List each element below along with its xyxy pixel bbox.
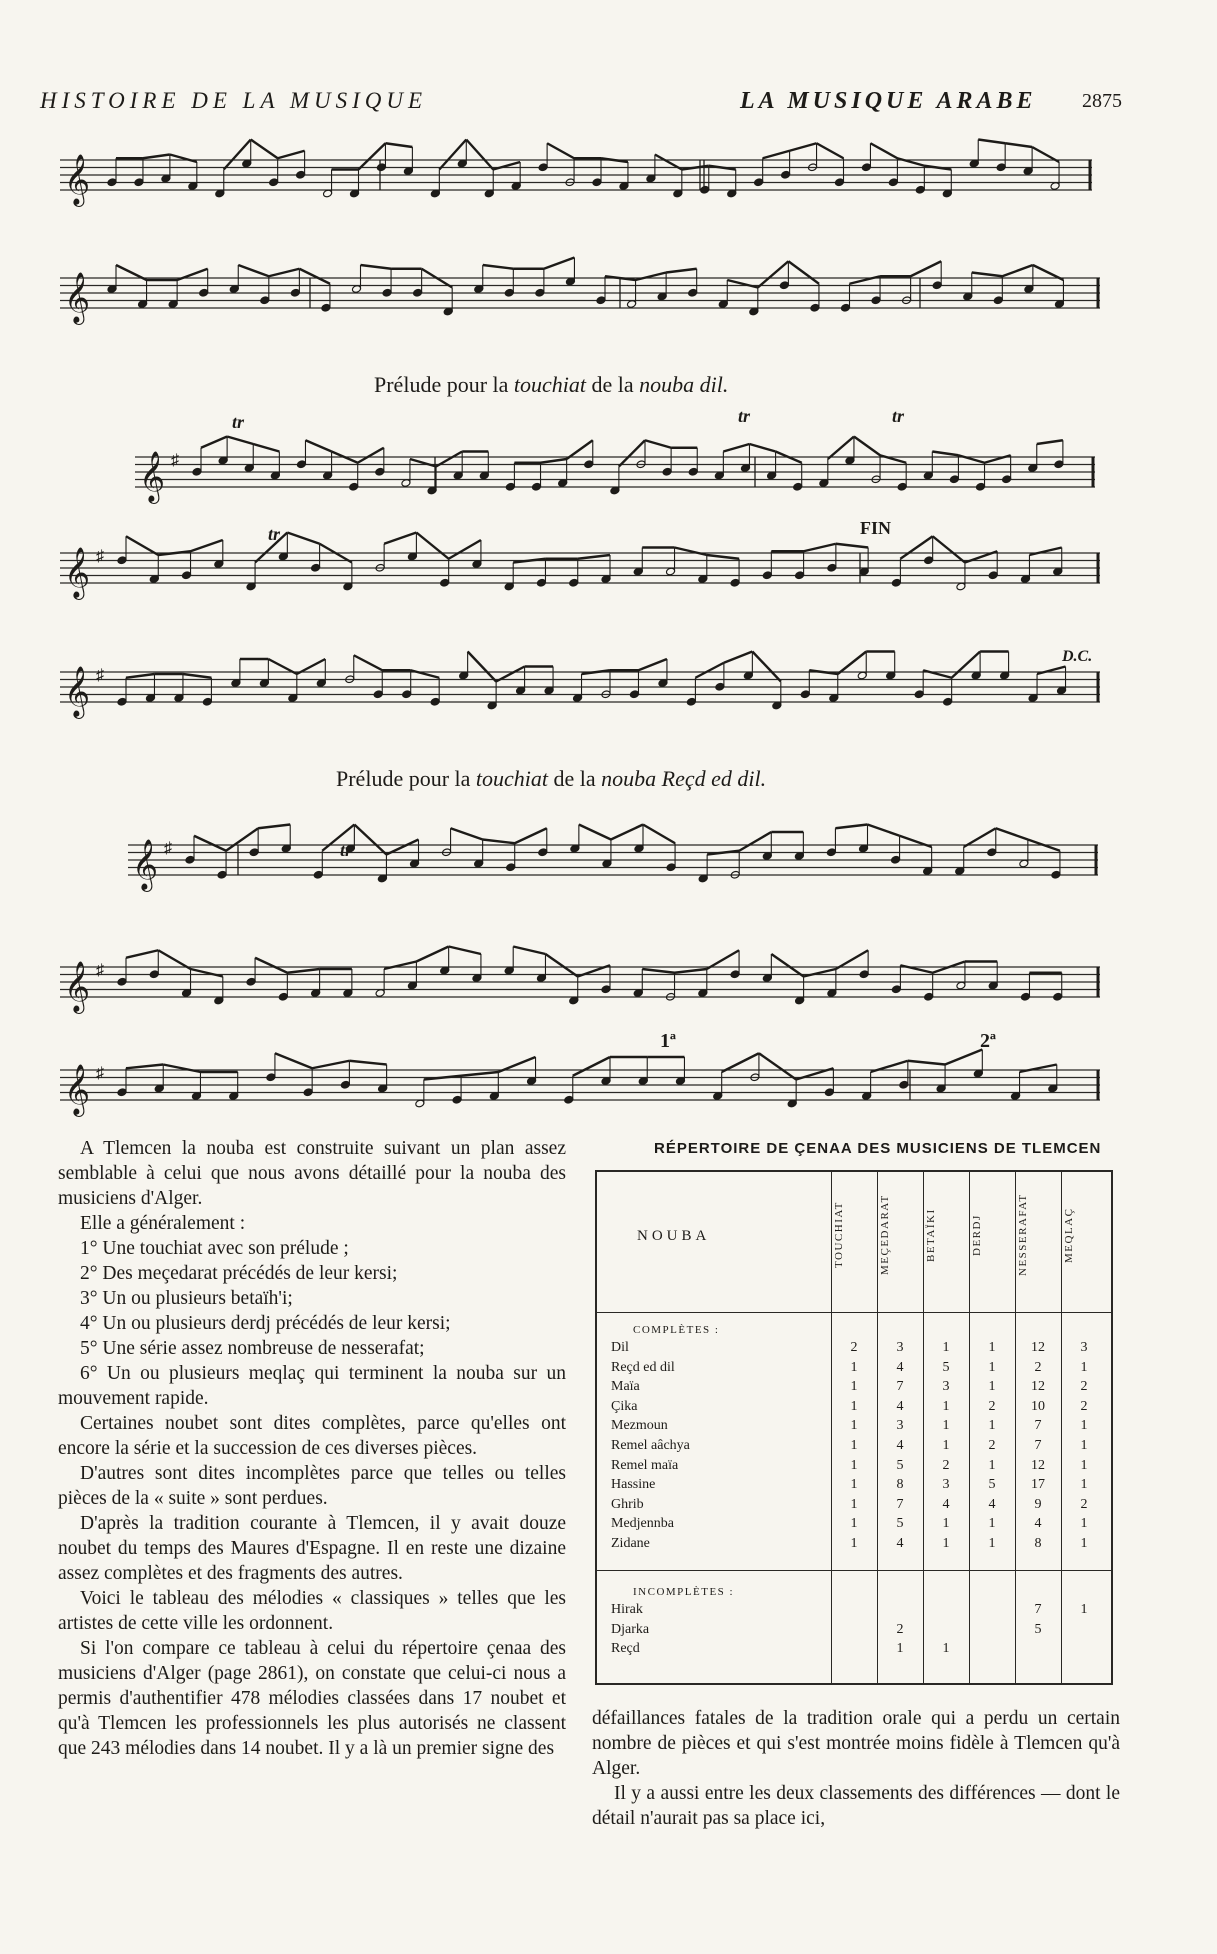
note-beam [964,828,996,847]
note-beam [675,548,707,556]
music-staff [128,815,1098,905]
table-cell: 1 [942,1516,950,1532]
treble-clef-icon: 𝄞 [132,839,159,890]
note-beam [226,828,258,851]
note-beam [354,655,382,670]
note-beam [900,965,932,973]
table-cell: 1 [850,1438,858,1453]
repertoire-table [595,1170,1113,1685]
note-beam [645,440,671,448]
volta-2-label: 2ª [980,1030,996,1052]
table-cell: 2 [988,1398,996,1414]
table-cell: 4 [896,1398,904,1414]
note-beam [143,155,170,159]
dc-mark: D.C. [1062,648,1093,665]
music-staff [60,1040,1100,1130]
note-beam [183,674,211,678]
table-cell: 3 [896,1418,904,1434]
table-cell: 4 [1034,1516,1042,1532]
note-beam [312,1061,349,1069]
note-beam [643,825,675,844]
row-name: Hirak [611,1602,643,1617]
row-name: Zidane [611,1536,650,1551]
table-cell: 5 [942,1359,950,1375]
row-name: Mezmoun [611,1418,668,1434]
note-beam [900,536,932,559]
table-cell: 12 [1031,1379,1045,1395]
note-beam [880,455,906,463]
note-beam [258,825,290,829]
table-cell: 1 [850,1379,858,1395]
running-title-left: HISTOIRE DE LA MUSIQUE [40,88,428,113]
table-row [597,1458,1111,1475]
note-beam [933,536,965,562]
table-cell: 1 [1080,1516,1088,1532]
note-beam [707,950,739,969]
note-beam [253,444,279,452]
note-beam [170,155,197,163]
row-name: Hassine [611,1477,656,1493]
paragraph: Si l'on compare ce tableau à celui du répertoire çenaa des musiciens d'Alger (page 2861), on constate que celui-ci nous a permis d'authentifier 478 mélodies classées dans 17 noubet et qu'à Tlemcen les professionnels les plus autorisés ne classent que 243 mélodies dans 14 noubet. Il y a là un premier signe des [58,1638,566,1759]
note-beam [349,1061,386,1065]
note-beam [932,452,958,456]
table-cell: 2 [850,1340,858,1355]
table-cell: 2 [1080,1398,1088,1414]
note-beam [579,825,611,840]
row-name: Reçd [611,1641,640,1657]
note-beam [384,962,416,970]
table-cell: 7 [1034,1438,1042,1453]
table-row [597,1418,1111,1435]
table-cell: 3 [942,1379,950,1395]
note-beam [201,437,227,448]
note-beam [1037,667,1065,675]
running-title-right: LA MUSIQUE ARABE [740,88,1037,114]
table-cell: 1 [1080,1477,1088,1493]
table-cell: 1 [1080,1418,1088,1434]
row-name: Dil [611,1340,629,1355]
note-beam [804,544,836,552]
note-beam [695,663,723,678]
note-beam [771,954,803,977]
table-cell: 2 [942,1457,950,1473]
table-cell: 1 [942,1438,950,1453]
row-name: Reçd ed dil [611,1359,675,1375]
row-name: Djarka [611,1621,650,1637]
note-beam [642,969,674,973]
note-beam [724,652,752,663]
note-beam [416,533,448,559]
note-beam [483,840,515,844]
note-beam [468,652,496,682]
page-number: 2875 [1082,90,1122,112]
list-item: 3° Un ou plusieurs betaïh'i; [80,1288,293,1309]
table-cell: 1 [988,1340,996,1355]
note-beam [958,455,984,463]
note-beam [836,950,868,969]
table-row [597,1516,1111,1533]
table-cell: 1 [988,1516,996,1532]
column-header: MEÇEDARAT [879,1194,891,1276]
table-row [597,1340,1111,1357]
note-beam [996,828,1028,839]
note-beam [985,455,1011,463]
trill-mark: tr [738,406,751,426]
table-cell: 4 [896,1359,904,1375]
table-cell: 1 [988,1536,996,1551]
note-beam [547,143,574,158]
table-cell: 7 [1034,1418,1042,1434]
note-beam [727,280,758,288]
table-cell: 12 [1031,1340,1045,1355]
table-cell: 9 [1034,1496,1042,1512]
table-row [597,1622,1111,1639]
table-cell: 4 [942,1496,950,1512]
note-beam [255,958,287,973]
table-row [597,1641,1111,1658]
nouba-column-header: NOUBA [637,1228,711,1244]
note-beam [126,950,158,958]
table-cell: 17 [1031,1477,1045,1493]
table-cell: 1 [942,1340,950,1355]
note-beam [978,140,1005,144]
table-cell: 5 [1034,1621,1042,1637]
note-beam [573,1057,610,1076]
table-cell: 1 [942,1398,950,1414]
music-staff [60,642,1100,732]
treble-clef-icon: 𝄞 [64,272,91,323]
note-beam [238,265,269,276]
volta-1-label: 1ª [660,1030,676,1052]
note-beam [278,151,305,159]
note-beam [817,143,844,158]
treble-clef-icon: 𝄞 [139,451,166,502]
note-beam [483,265,514,269]
table-cell: 4 [896,1438,904,1453]
note-beam [707,555,739,559]
table-cell: 3 [896,1340,904,1355]
note-beam [158,950,190,969]
page-header [40,88,1120,124]
list-item: 5° Une série assez nombreuse de nesserafat; [80,1338,425,1359]
note-beam [722,1053,759,1072]
note-beam [1020,1065,1057,1073]
table-cell: 1 [988,1359,996,1375]
note-beam [828,437,854,460]
trill-mark: tr [892,406,905,426]
table-row [597,1536,1111,1553]
table-cell: 1 [850,1359,858,1375]
note-beam [126,536,158,555]
note-beam [449,947,481,955]
note-beam [411,670,439,678]
note-beam [908,1061,945,1065]
note-beam [545,954,577,977]
note-beam [897,158,924,166]
note-beam [868,825,900,836]
note-beam [945,1050,982,1065]
note-beam [541,459,567,463]
treble-clef-icon: 𝄞 [64,666,91,717]
note-beam [227,437,253,445]
note-beam [578,555,610,559]
table-cell: 5 [896,1457,904,1473]
table-title: RÉPERTOIRE DE ÇENAA DES MUSICIENS DE TLEMCEN [654,1140,1102,1157]
treble-clef-icon: 𝄞 [64,961,91,1012]
column-header: BETAÏKI [925,1208,937,1262]
note-beam [384,533,416,544]
note-beam [759,1053,796,1079]
note-beam [451,828,483,839]
note-beam [163,1065,200,1073]
table-cell: 4 [988,1496,996,1512]
trill-mark: tr [268,524,281,544]
note-beam [838,652,866,675]
table-row [597,1379,1111,1396]
table-cell: 1 [850,1457,858,1473]
note-beam [804,969,836,977]
note-beam [361,265,392,269]
table-row [597,1602,1111,1619]
note-beam [1029,548,1061,556]
note-beam [354,825,386,855]
table-cell: 4 [896,1536,904,1551]
music-staff [60,130,1092,220]
paragraph: Il y a aussi entre les deux classements des différences — dont le détail n'aurait pas sa place ici, [592,1783,1120,1829]
table-cell: 2 [1034,1359,1042,1375]
table-cell: 1 [942,1641,950,1657]
table-cell: 7 [896,1379,904,1395]
table-cell: 1 [988,1418,996,1434]
note-beam [385,143,412,147]
note-beam [638,659,666,670]
table-cell: 7 [1034,1602,1042,1617]
note-beam [1005,143,1032,147]
table-cell: 2 [896,1621,904,1637]
body-text-left [58,1136,566,1761]
table-cell: 1 [1080,1536,1088,1551]
note-beam [416,947,448,962]
sharp-icon: ♯ [96,1065,104,1082]
table-cell: 5 [988,1477,996,1493]
paragraph: défaillances fatales de la tradition orale qui a perdu un certain nombre de pièces et qui s'est montrée moins fidèle à Tlemcen qu'à Alger. [592,1708,1120,1779]
sharp-icon: ♯ [171,452,179,469]
table-cell: 10 [1031,1398,1045,1414]
note-beam [923,670,951,678]
sharp-icon: ♯ [164,840,172,857]
note-beam [515,828,547,843]
table-cell: 2 [988,1438,996,1453]
note-beam [126,1065,163,1069]
group-label-complete: COMPLÈTES : [633,1324,720,1336]
table-header-rule [597,1312,1111,1313]
table-row [597,1360,1111,1377]
note-beam [251,140,278,159]
paragraph: Voici le tableau des mélodies « classiques » telles que les artistes de cette ville les ordonnent. [58,1588,566,1634]
column-header: TOUCHIAT [833,1201,845,1269]
caption-prelude-dil: Prélude pour la touchiat de la nouba dil. [374,372,729,397]
music-staff [60,248,1100,338]
note-beam [410,459,436,467]
table-row [597,1497,1111,1514]
paragraph: D'après la tradition courante à Tlemcen, il y avait douze noubet du temps des Maures d'Espagne. Il en reste une dizaine assez complètes et des fragments des autres. [58,1513,566,1584]
body-text-right [592,1706,1120,1831]
caption-prelude-recd: Prélude pour la touchiat de la nouba Reçd ed dil. [336,766,767,791]
table-cell: 1 [850,1516,858,1532]
list-item: 6° Un ou plusieurs meqlaç qui terminent la nouba sur un mouvement rapide. [58,1363,566,1409]
row-name: Maïa [611,1379,640,1395]
note-beam [191,969,223,977]
note-beam [269,269,300,277]
note-beam [763,151,790,159]
table-row [597,1399,1111,1416]
note-beam [675,969,707,973]
trill-mark: tr [232,412,245,432]
note-beam [911,261,942,276]
row-name: Medjennba [611,1516,674,1532]
treble-clef-icon: 𝄞 [64,547,91,598]
table-cell: 1 [942,1418,950,1434]
note-beam [611,825,643,840]
table-cell: 12 [1031,1457,1045,1473]
note-beam [1037,440,1063,444]
note-beam [666,269,697,273]
paragraph: Elle a généralement : [80,1213,246,1234]
column-header: DERDJ [971,1214,983,1256]
table-row [597,1477,1111,1494]
table-cell: 1 [988,1457,996,1473]
table-cell: 1 [850,1477,858,1493]
music-staff [60,523,1100,613]
fin-mark: FIN [860,518,891,538]
note-beam [544,258,575,269]
sharp-icon: ♯ [96,962,104,979]
paragraph: D'autres sont dites incomplètes parce que telles ou telles pièces de la « suite » sont perdues. [58,1463,566,1509]
note-beam [752,652,780,682]
sharp-icon: ♯ [96,548,104,565]
note-beam [275,1053,312,1068]
list-item: 2° Des meçedarat précédés de leur kersi; [80,1263,398,1284]
note-beam [749,444,775,452]
table-cell: 1 [850,1418,858,1434]
note-beam [790,143,817,151]
row-name: Çika [611,1398,638,1414]
table-cell: 3 [1080,1340,1088,1355]
note-beam [466,140,493,170]
table-cell: 1 [1080,1457,1088,1473]
table-cell: 2 [1080,1496,1088,1512]
table-cell: 1 [1080,1438,1088,1453]
table-cell: 1 [850,1496,858,1512]
table-cell: 8 [1034,1536,1042,1551]
note-beam [513,947,545,955]
table-cell: 3 [942,1477,950,1493]
trill-mark: tr [340,840,353,860]
note-beam [619,440,645,466]
note-beam [287,533,319,544]
note-beam [493,162,520,170]
note-beam [126,674,154,678]
note-beam [739,832,771,851]
note-beam [788,261,819,284]
row-name: Remel maïa [611,1457,679,1473]
table-cell: 8 [896,1477,904,1493]
note-beam [449,540,481,559]
table-row [597,1438,1111,1455]
table-cell: 1 [1080,1359,1088,1375]
note-beam [636,273,667,281]
group-label-incomplete: INCOMPLÈTES : [633,1586,735,1598]
table-cell: 1 [850,1536,858,1551]
note-beam [191,540,223,551]
music-staff [135,427,1095,517]
table-group-rule [597,1570,1111,1571]
table-cell: 1 [942,1536,950,1551]
note-beam [194,836,226,851]
note-beam [723,444,749,452]
music-staff [60,937,1100,1027]
note-beam [299,269,330,284]
paragraph: Certaines noubet sont dites complètes, parce qu'elles ont encore la série et la succession de ces diverses pièces. [58,1413,566,1459]
note-beam [1002,265,1033,276]
row-name: Remel aâchya [611,1438,690,1453]
column-header: NESSERAFAT [1017,1193,1029,1277]
note-beam [358,448,384,463]
treble-clef-icon: 𝄞 [64,1064,91,1115]
note-beam [870,143,897,158]
note-beam [854,437,880,456]
paragraph: A Tlemcen la nouba est construite suivant un plan assez semblable à celui que nous avons détaillé pour la nouba des musiciens d'Alger. [58,1138,566,1209]
table-cell: 1 [988,1379,996,1395]
list-item: 1° Une touchiat avec son prélude ; [80,1238,349,1259]
row-name: Ghrib [611,1496,644,1512]
note-beam [567,440,593,459]
table-cell: 2 [1080,1379,1088,1395]
column-header: MEQLAÇ [1063,1207,1075,1263]
note-beam [835,825,867,829]
note-beam [850,276,881,284]
treble-clef-icon: 𝄞 [64,154,91,205]
list-item: 4° Un ou plusieurs derdj précédés de leur kersi; [80,1313,451,1334]
note-beam [305,440,331,451]
note-beam [461,1072,498,1076]
note-beam [287,969,319,973]
table-cell: 7 [896,1496,904,1512]
table-cell: 1 [1080,1602,1088,1617]
table-cell: 5 [896,1516,904,1532]
note-beam [972,273,1003,277]
table-cell: 1 [896,1641,904,1657]
table-cell: 1 [850,1398,858,1414]
sharp-icon: ♯ [96,667,104,684]
note-beam [836,544,868,548]
